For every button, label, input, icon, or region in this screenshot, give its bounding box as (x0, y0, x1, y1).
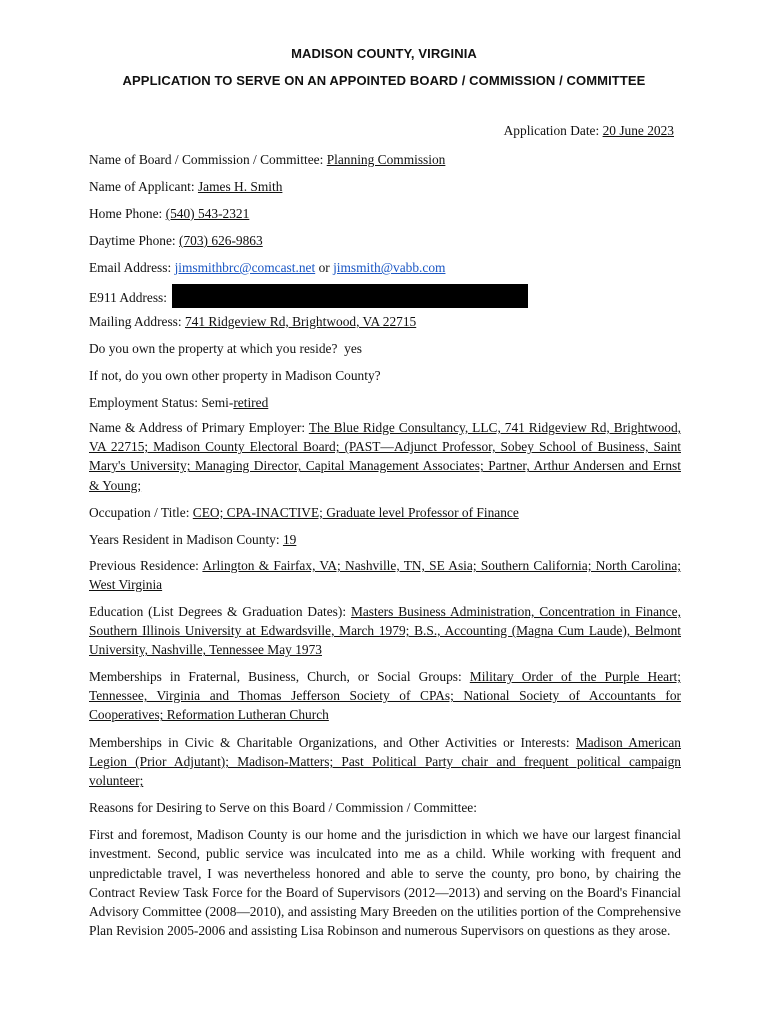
e911-row (89, 284, 679, 308)
email-link-secondary[interactable]: jimsmith@vabb.com (333, 260, 446, 275)
employer-label: Name & Address of Primary Employer: (89, 420, 306, 435)
document-subtitle: APPLICATION TO SERVE ON AN APPOINTED BOARD / COMMISSION / COMMITTEE (122, 73, 646, 88)
memberships-block (89, 667, 681, 725)
civic-block (89, 733, 681, 791)
application-date-value: 20 June 2023 (602, 123, 674, 138)
civic-label: Memberships in Civic & Charitable Organizations, and Other Activities or Interests: (89, 735, 570, 750)
board-row (89, 150, 679, 169)
application-date-row (504, 123, 674, 139)
email-or: or (318, 260, 330, 275)
board-value: Planning Commission (326, 152, 446, 167)
email-label: Email Address: (89, 260, 172, 275)
own-property-question: Do you own the property at which you reside? (89, 341, 338, 356)
mailing-row (89, 312, 679, 331)
employer-block (89, 418, 681, 495)
reasons-paragraph: First and foremost, Madison County is our home and the jurisdiction in which we have our largest financial investment. Second, public service was inculcated into me as a child. While working with frequent and unpredictable travel, I was nevertheless honored and able to serve the county, pro bono, by chairing the Contract Review Task Force for the Board of Supervisors (2012—2013) and serving on the Board's Financial Advisory Committee (2008—2010), and assisting Mary Breeden on the utilities portion of the Comprehensive Plan Revision 2005-2006 and assisting Lisa Robinson and numerous Supervisors on questions as they arose. (89, 827, 681, 939)
occupation-value: CEO; CPA-INACTIVE; Graduate level Professor of Finance (192, 505, 519, 520)
reasons-label: Reasons for Desiring to Serve on this Board / Commission / Committee: (89, 800, 477, 815)
daytime-phone-label: Daytime Phone: (89, 233, 176, 248)
employer-value: The Blue Ridge Consultancy, LLC, 741 Ridgeview Rd, Brightwood, VA 22715; Madison County Electoral Board; (PAST—Adjunct Professor, Sobey School of Business, Saint Mary's University; Managing Director, Capital Management Associates; Partner, Arthur Andersen and Ernst & Young; (89, 420, 682, 493)
email-row (89, 258, 679, 277)
email-link-primary[interactable]: jimsmithbrc@comcast.net (174, 260, 316, 275)
employment-row (89, 393, 679, 412)
applicant-value: James H. Smith (197, 179, 283, 194)
e911-label: E911 Address: (89, 290, 167, 305)
years-value: 19 (282, 532, 297, 547)
home-phone-row (89, 204, 679, 223)
employment-label: Employment Status: (89, 395, 198, 410)
occupation-label: Occupation / Title: (89, 505, 190, 520)
education-block (89, 602, 681, 660)
daytime-phone-row (89, 231, 679, 250)
redaction-box (172, 284, 528, 308)
other-property-question: If not, do you own other property in Madison County? (89, 368, 381, 383)
document-title: MADISON COUNTY, VIRGINIA (291, 46, 477, 61)
civic-value: Madison American Legion (Prior Adjutant); Madison-Matters; Past Political Party chair and frequent political campaign volunteer; (89, 735, 681, 789)
education-label: Education (List Degrees & Graduation Dates): (89, 604, 347, 619)
own-property-row (89, 339, 679, 358)
occupation-row (89, 503, 679, 522)
other-property-row (89, 366, 679, 385)
previous-residence-value: Arlington & Fairfax, VA; Nashville, TN, SE Asia; Southern California; North Carolina; West Virginia (89, 558, 682, 593)
memberships-label: Memberships in Fraternal, Business, Church, or Social Groups: (89, 669, 462, 684)
mailing-label: Mailing Address: (89, 314, 182, 329)
years-label: Years Resident in Madison County: (89, 532, 280, 547)
education-value: Masters Business Administration, Concentration in Finance, Southern Illinois University at Edwardsville, March 1979; B.S., Accounting (Magna Cum Laude), Belmont University, Nashville, Tennessee May 1973 (89, 604, 681, 658)
daytime-phone-value: (703) 626-9863 (179, 233, 263, 248)
previous-residence-label: Previous Residence: (89, 558, 199, 573)
previous-residence-block (89, 556, 681, 594)
employment-value-start: Semi- (201, 395, 234, 410)
applicant-row (89, 177, 679, 196)
employment-value-end: retired (233, 395, 269, 410)
home-phone-label: Home Phone: (89, 206, 163, 221)
mailing-value: 741 Ridgeview Rd, Brightwood, VA 22715 (184, 314, 417, 329)
home-phone-value: (540) 543-2321 (165, 206, 250, 221)
reasons-row (89, 798, 679, 817)
own-property-answer: yes (344, 341, 362, 356)
memberships-value: Military Order of the Purple Heart; Tennessee, Virginia and Thomas Jefferson Society of CPAs; National Society of Accountants for Cooperatives; Reformation Lutheran Church (89, 669, 681, 723)
applicant-label: Name of Applicant: (89, 179, 195, 194)
application-date-label: Application Date: (503, 123, 600, 138)
years-row (89, 530, 679, 549)
board-label: Name of Board / Commission / Committee: (89, 152, 324, 167)
